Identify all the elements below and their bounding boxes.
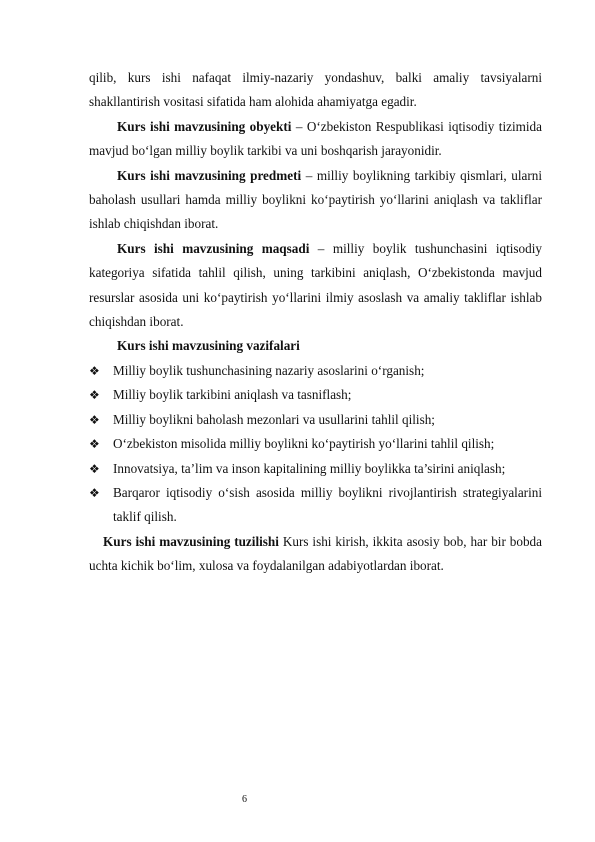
list-item: ❖ Milliy boylikni baholash mezonlari va usullarini tahlil qilish; <box>89 408 542 432</box>
diamond-bullet-icon: ❖ <box>89 485 100 500</box>
obyekt-text: – O‘zbekiston Respublikasi iqtisodiy tizimida mavjud bo‘lgan milliy boylik tarkibi va uni boshqarish jarayonidir. <box>89 118 543 159</box>
tuzilish-paragraph <box>89 530 542 579</box>
maqsad-label: Kurs ishi mavzusining maqsadi <box>117 240 310 256</box>
diamond-bullet-icon: ❖ <box>89 437 100 452</box>
predmet-label: Kurs ishi mavzusining predmeti <box>117 167 302 183</box>
tasks-list <box>89 359 542 530</box>
tuzilish-text: Kurs ishi kirish, ikkita asosiy bob, har bir bobda uchta kichik bo‘lim, xulosa va foydalanilgan adabiyotlardan iborat. <box>89 533 543 574</box>
body-text <box>89 66 542 579</box>
intro-paragraph: qilib, kurs ishi nafaqat ilmiy-nazariy yondashuv, balki amaliy tavsiyalarni shakllantirish vositasi sifatida ham alohida ahamiyatga egadir. <box>89 70 542 110</box>
predmet-paragraph <box>89 164 542 237</box>
diamond-bullet-icon: ❖ <box>89 461 100 476</box>
page-number: 6 <box>242 794 247 805</box>
tuzilish-label: Kurs ishi mavzusining tuzilishi <box>103 533 279 549</box>
diamond-bullet-icon: ❖ <box>89 363 100 378</box>
vazifalar-heading: Kurs ishi mavzusining vazifalari <box>117 338 300 354</box>
list-item: ❖ Milliy boylik tarkibini aniqlash va tasniflash; <box>89 383 542 407</box>
list-item: ❖ Innovatsiya, ta’lim va inson kapitalining milliy boylikka ta’sirini aniqlash; <box>89 457 542 481</box>
obyekt-paragraph <box>89 115 542 164</box>
list-item: ❖ Barqaror iqtisodiy o‘sish asosida milliy boylikni rivojlantirish strategiyalarini taklif qilish. <box>89 481 542 530</box>
obyekt-label: Kurs ishi mavzusining obyekti <box>117 118 292 134</box>
predmet-text: – milliy boylikning tarkibiy qismlari, ularni baholash usullari hamda milliy boylikni ko‘paytirish yo‘llarini aniqlash va takliflar ishlab chiqishdan iborat. <box>89 167 542 232</box>
diamond-bullet-icon: ❖ <box>89 388 100 403</box>
maqsad-text: – milliy boylik tushunchasini iqtisodiy kategoriya sifatida tahlil qilish, uning tarkibini aniqlash, O‘zbekistonda mavjud resurslar asosida uni ko‘paytirish yo‘llarini ilmiy asoslash va amaliy takliflar ishlab chiqishdan iborat. <box>89 240 542 330</box>
diamond-bullet-icon: ❖ <box>89 412 100 427</box>
list-item: ❖ Milliy boylik tushunchasining nazariy asoslarini o‘rganish; <box>89 359 542 383</box>
list-item: ❖ O‘zbekiston misolida milliy boylikni ko‘paytirish yo‘llarini tahlil qilish; <box>89 432 542 456</box>
maqsad-paragraph <box>89 237 542 335</box>
